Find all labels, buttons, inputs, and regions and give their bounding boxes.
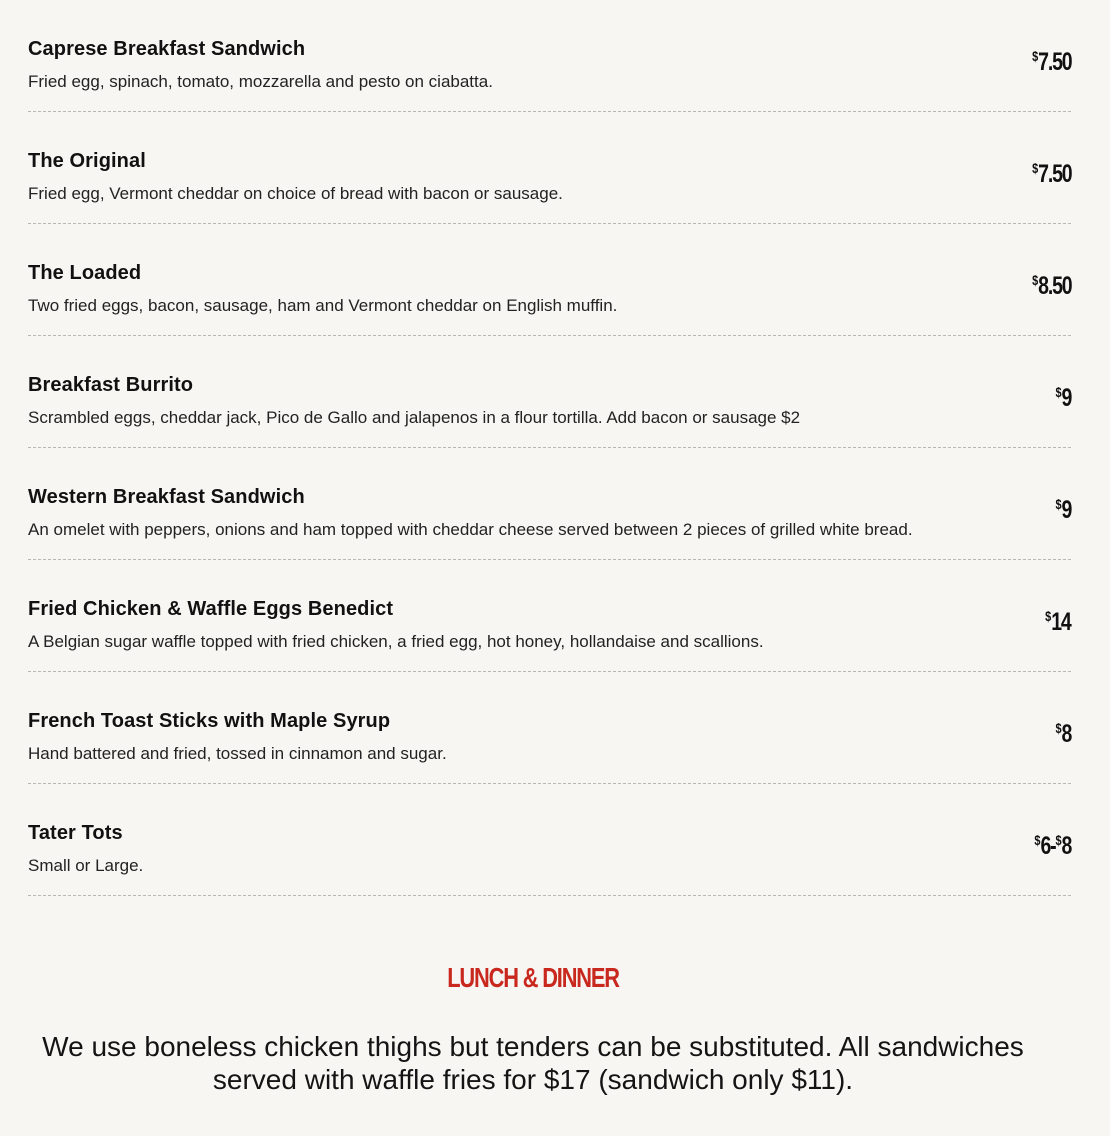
menu-item-name: The Loaded <box>28 262 142 284</box>
price-amount: 14 <box>1051 608 1071 636</box>
menu-item-description: Small or Large. <box>28 856 144 875</box>
price-currency: $ <box>1034 832 1041 848</box>
price-currency: $ <box>1031 160 1038 176</box>
menu-item <box>28 224 1071 336</box>
section-heading-text: LUNCH & DINNER <box>447 962 619 993</box>
section-note: We use boneless chicken thighs but tenders can be substituted. All sandwiches served with waffle fries for $17 (sandwich only $11). <box>42 1031 1024 1095</box>
menu-item-description: A Belgian sugar waffle topped with fried chicken, a fried egg, hot honey, hollandaise and scallions. <box>28 632 764 651</box>
price-currency: $ <box>1031 272 1038 288</box>
menu-item-description: Fried egg, Vermont cheddar on choice of bread with bacon or sausage. <box>28 184 563 203</box>
menu-item-name: The Original <box>28 150 146 172</box>
menu-item-price <box>1055 722 1071 747</box>
price-amount: 9 <box>1061 496 1071 524</box>
price-amount: 8 <box>1061 832 1071 860</box>
price-amount: 6- <box>1040 832 1056 860</box>
price-currency: $ <box>1055 384 1062 400</box>
menu-item-name: Fried Chicken & Waffle Eggs Benedict <box>28 598 394 620</box>
menu-item-name: Breakfast Burrito <box>28 374 194 396</box>
section-heading <box>0 964 1066 992</box>
menu-item-price <box>1046 610 1071 635</box>
price-currency: $ <box>1055 496 1062 512</box>
menu-item <box>28 448 1071 560</box>
price-currency: $ <box>1055 832 1062 848</box>
price-currency: $ <box>1045 608 1052 624</box>
menu-item-name: Caprese Breakfast Sandwich <box>28 38 306 60</box>
menu-item-price <box>1055 498 1071 523</box>
price-currency: $ <box>1031 48 1038 64</box>
menu-item <box>28 784 1071 896</box>
price-currency: $ <box>1055 720 1062 736</box>
menu-item-name: French Toast Sticks with Maple Syrup <box>28 710 391 732</box>
price-amount: 7.50 <box>1037 48 1071 76</box>
menu-list <box>28 0 1071 896</box>
price-amount: 8 <box>1061 720 1071 748</box>
menu-item-price <box>1032 162 1071 187</box>
menu-item-name: Western Breakfast Sandwich <box>28 486 305 508</box>
menu-item <box>28 560 1071 672</box>
menu-item <box>28 672 1071 784</box>
menu-item-description: Hand battered and fried, tossed in cinnamon and sugar. <box>28 744 447 763</box>
menu-item <box>28 112 1071 224</box>
menu-item-description: An omelet with peppers, onions and ham topped with cheddar cheese served between 2 pieces of grilled white bread. <box>28 520 913 539</box>
menu-item-price <box>1055 386 1071 411</box>
menu-item <box>28 0 1071 112</box>
price-amount: 8.50 <box>1037 272 1071 300</box>
menu-item-price <box>1032 274 1071 299</box>
menu-item-price <box>1034 834 1071 859</box>
price-amount: 9 <box>1061 384 1071 412</box>
menu-item-description: Fried egg, spinach, tomato, mozzarella and pesto on ciabatta. <box>28 72 493 91</box>
menu-item <box>28 336 1071 448</box>
menu-item-price <box>1032 50 1071 75</box>
menu-item-description: Two fried eggs, bacon, sausage, ham and Vermont cheddar on English muffin. <box>28 296 618 315</box>
menu-item-name: Tater Tots <box>28 822 123 844</box>
menu-item-description: Scrambled eggs, cheddar jack, Pico de Gallo and jalapenos in a flour tortilla. Add bacon or sausage $2 <box>28 408 801 427</box>
price-amount: 7.50 <box>1037 160 1071 188</box>
